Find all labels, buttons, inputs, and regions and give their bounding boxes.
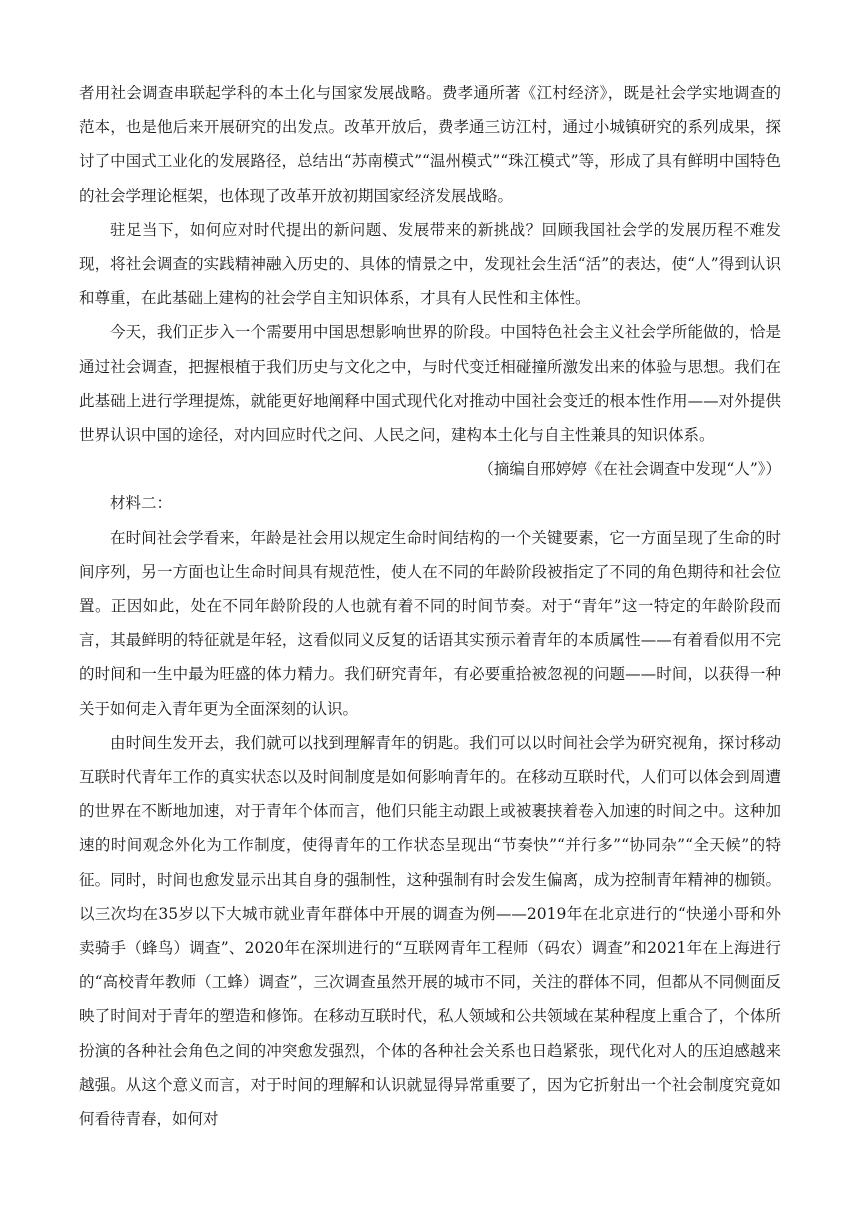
source-citation: （摘编自邢婷婷《在社会调查中发现“人”》） (478, 460, 781, 479)
paragraph-3: 今天，我们正步入一个需要用中国思想影响世界的阶段。中国特色社会主义社会学所能做的，恰是通过社会调查，把握根植于我们历史与文化之中，与时代变迁相碰撞所激发出来的体验与思想。我们在此基础上进行学理提炼，就能更好地阐释中国式现代化对推动中国社会变迁的根本性作用——对外提供世界认识中国的途径，对内回应时代之问、人民之问，建构本土化与自主性兼具的知识体系。 (79, 323, 781, 445)
paragraph-4: 在时间社会学看来，年龄是社会用以规定生命时间结构的一个关键要素，它一方面呈现了生命的时间序列，另一方面也让生命时间具有规范性，使人在不同的年龄阶段被指定了不同的角色期待和社会位置。正因如此，处在不同年龄阶段的人也就有着不同的时间节奏。对于“青年”这一特定的年龄阶段而言，其最鲜明的特征就是年轻，这看似同义反复的话语其实预示着青年的本质属性——有着看似用不完的时间和一生中最为旺盛的体力精力。我们研究青年，有必要重拾被忽视的问题——时间，以获得一种关于如何走入青年更为全面深刻的认识。 (79, 528, 781, 718)
paragraph-5: 由时间生发开去，我们就可以找到理解青年的钥匙。我们可以以时间社会学为研究视角，探讨移动互联时代青年工作的真实状态以及时间制度是如何影响青年的。在移动互联时代，人们可以体会到周遭的世界在不断地加速，对于青年个体而言，他们只能主动跟上或被裹挟着卷入加速的时间之中。这种加速的时间观念外化为工作制度，使得青年的工作状态呈现出“节奏快”“并行多”“协同杂”“全天候”的特征。同时，时间也愈发显示出其自身的强制性，这种强制有时会发生偏离，成为控制青年精神的枷锁。以三次均在35岁以下大城市就业青年群体中开展的调查为例——2019年在北京进行的“快递小哥和外卖骑手（蜂鸟）调查”、2020年在深圳进行的“互联网青年工程师（码农）调查”和2021年在上海进行的“高校青年教师（工蜂）调查”，三次调查虽然开展的城市不同，关注的群体不同，但都从不同侧面反映了时间对于青年的塑造和修饰。在移动互联时代，私人领域和公共领域在某种程度上重合了，个体所扮演的各种社会角色之间的冲突愈发强烈，个体的各种社会关系也日趋紧张，现代化对人的压迫感越来越强。从这个意义而言，对于时间的理解和认识就显得异常重要了，因为它折射出一个社会制度究竟如何看待青春，如何对 (79, 733, 781, 1129)
document-page (79, 76, 781, 1136)
material-two-label: 材料二： (110, 494, 173, 513)
paragraph-1: 者用社会调查串联起学科的本土化与国家发展战略。费孝通所著《江村经济》，既是社会学实地调查的范本，也是他后来开展研究的出发点。改革开放后，费孝通三访江村，通过小城镇研究的系列成果，探讨了中国式工业化的发展路径，总结出“苏南模式”“温州模式”“珠江模式”等，形成了具有鲜明中国特色的社会学理论框架，也体现了改革开放初期国家经济发展战略。 (79, 84, 781, 205)
paragraph-2: 驻足当下，如何应对时代提出的新问题、发展带来的新挑战？回顾我国社会学的发展历程不难发现，将社会调查的实践精神融入历史的、具体的情景之中，发现社会生活“活”的表达，使“人”得到认识和尊重，在此基础上建构的社会学自主知识体系，才具有人民性和主体性。 (79, 220, 781, 308)
